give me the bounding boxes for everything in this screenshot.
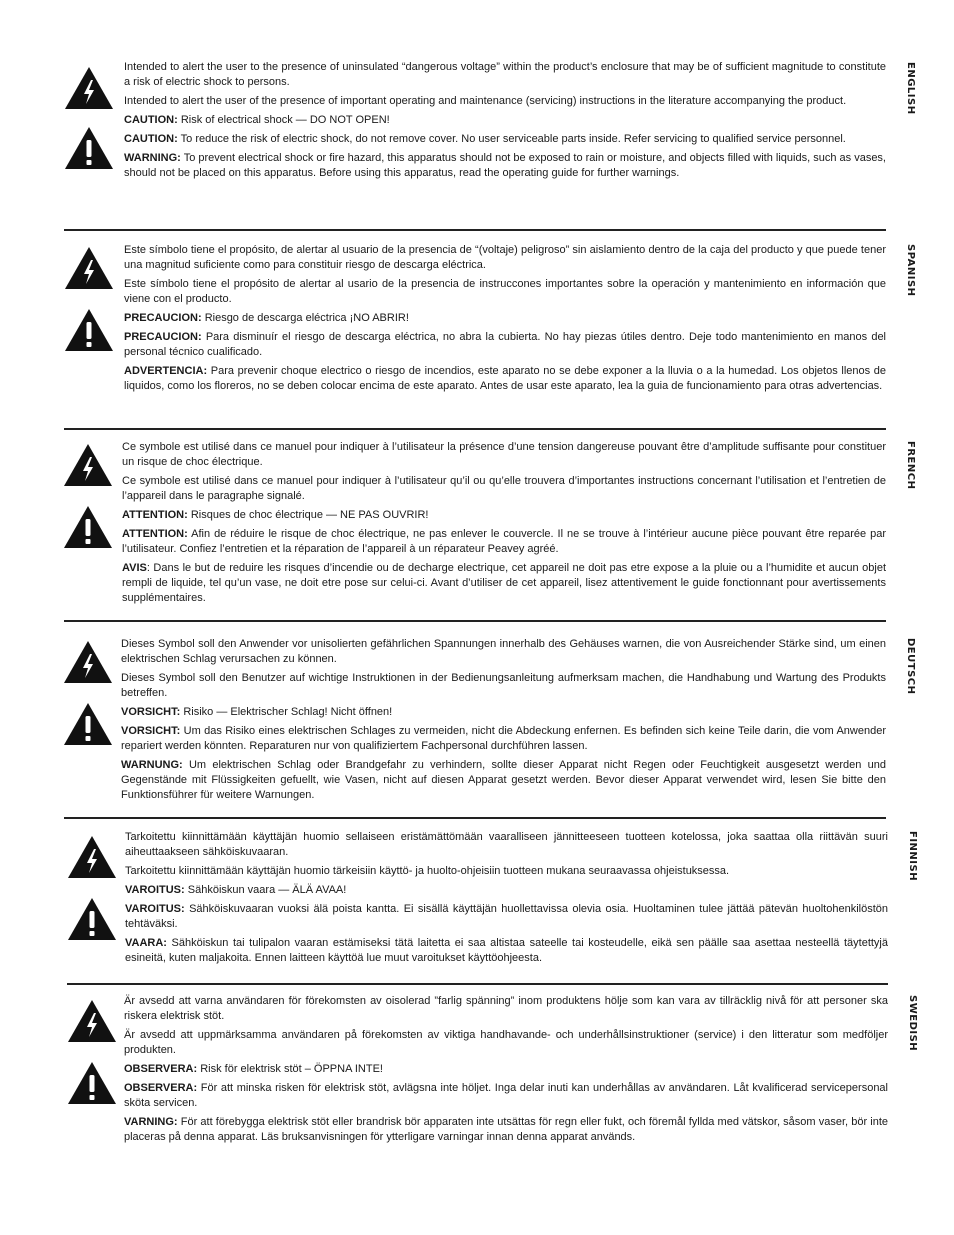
body: Sähköiskun tai tulipalon vaaran estämiseksi tätä laitetta ei saa altistaa sateelle tai kosteudelle, eikä sen päälle saa asettaa nesteellä täytettyjä esineitä, kuten maljakoita. Ennen laitteen käyttöä lue muut varoitukset käyttöohjeesta. <box>125 937 888 964</box>
exclamation-warning-icon <box>64 126 114 170</box>
section-divider <box>67 983 888 985</box>
label: PRECAUCION: <box>124 312 202 324</box>
paragraph <box>122 527 886 557</box>
paragraph <box>124 1081 888 1111</box>
body: För att förebygga elektrisk stöt eller brandrisk bör apparaten inte utsättas för regn eller fukt, och föremål fyllda med vätskor, såsom vaser, bör inte placeras på denna apparat. Läs bruksanvisningen för ytterligare varningar innan denna apparat används. <box>124 1116 889 1143</box>
warning-text <box>121 637 886 807</box>
warning-text <box>124 243 886 398</box>
lightning-warning-icon <box>64 246 114 290</box>
paragraph <box>124 113 886 128</box>
paragraph: Dieses Symbol soll den Anwender vor unisolierten gefährlichen Spannungen innerhalb des Gehäuses warnen, die von Ausreichender Stärke sind, um einen elektrischen Schlag verursachen zu können. <box>121 638 886 665</box>
body: Risk of electrical shock — DO NOT OPEN! <box>180 114 390 126</box>
label: ATTENTION: <box>122 528 188 540</box>
language-label: DEUTSCH <box>905 638 916 695</box>
paragraph: Este símbolo tiene el propósito, de alertar al usuario de la presencia de “(voltaje) peligroso” sin aislamiento dentro de la caja del producto y que puede tener una magnitud suficiente como para constituir riesgo de descarga eléctrica. <box>124 244 886 271</box>
paragraph <box>125 936 888 966</box>
label: VAROITUS: <box>125 884 185 896</box>
body: To prevent electrical shock or fire hazard, this apparatus should not be exposed to rain or moisture, and objects filled with liquids, such as vases, should not be placed on this apparatus. Before using this apparatus, read the operating guide for further warnings. <box>124 152 886 179</box>
paragraph: Är avsedd att varna användaren för förekomsten av oisolerad ”farlig spänning” inom produktens hölje som kan vara av tillräcklig nivå för att personer ska riskera elektrisk stöt. <box>124 995 888 1022</box>
language-label: FINNISH <box>907 831 918 882</box>
language-label: ENGLISH <box>905 62 916 115</box>
label: VAROITUS: <box>125 903 185 915</box>
paragraph <box>122 508 886 523</box>
paragraph: Intended to alert the user to the presence of uninsulated “dangerous voltage” within the product’s enclosure that may be of sufficient magnitude to constitute a risk of electric shock to persons. <box>124 61 886 88</box>
lightning-warning-icon <box>64 66 114 110</box>
body: Sähköiskuvaaran vuoksi älä poista kantta. Ei sisällä käyttäjän huollettavissa olevia osia. Huoltaminen tulee jättää pätevän huoltohenkilöstön tehtäväksi. <box>125 903 888 930</box>
paragraph: Este símbolo tiene el propósito de alertar al usario de la presencia de instruccones importantes sobre la operación y mantenimiento en información que viene con el producto. <box>124 278 886 305</box>
label: CAUTION: <box>124 114 178 126</box>
body: Um das Risiko eines elektrischen Schlages zu vermeiden, nicht die Abdeckung enfernen. Es befinden sich keine Teile darin, die vom Anwender repariert werden könnten. Reparaturen nur von qualifiziertem Fachpersonal durchführen lassen. <box>121 725 887 752</box>
paragraph <box>121 724 886 754</box>
paragraph <box>124 311 886 326</box>
body: Afin de réduire le risque de choc électrique, ne pas enlever le couvercle. Il ne se trouve à l’intérieur aucune pièce pouvant être reparée par l’utilisateur. Confiez l’entretien et la réparation de l’appareil à un réparateur Peavey agréé. <box>122 528 887 555</box>
paragraph: Dieses Symbol soll den Benutzer auf wichtige Instruktionen in der Bedienungsanleitung aufmerksam machen, die Handhabung und Wartung des Produkts betreffen. <box>121 672 886 699</box>
label: PRECAUCION: <box>124 331 202 343</box>
paragraph <box>124 1062 888 1077</box>
paragraph <box>124 151 886 181</box>
warning-text <box>125 830 888 970</box>
section-divider <box>64 817 886 819</box>
body: To reduce the risk of electric shock, do not remove cover. No user serviceable parts inside. Refer servicing to qualified service personnel. <box>180 133 846 145</box>
paragraph <box>125 902 888 932</box>
body: Para disminuír el riesgo de descarga eléctrica, no abra la cubierta. No hay piezas útiles dentro. Deje todo mantenimiento en manos del personal técnico cualificado. <box>124 331 887 358</box>
section-divider <box>64 428 886 430</box>
body: : Dans le but de reduire les risques d’incendie ou de decharge electrique, cet appareil ne doit pas etre expose a la pluie ou a l’humidite et aucun objet rempli de liquide, tel qu’un vase, ne doit etre pose sur celui-ci. Avant d’utiliser de cet appareil, lisez attentivement le guide fonctionnant pour avertissements supplémentaires. <box>122 562 886 604</box>
body: Risiko — Elektrischer Schlag! Nicht öffnen! <box>183 706 393 718</box>
label: VORSICHT: <box>121 706 181 718</box>
body: Um elektrischen Schlag oder Brandgefahr zu verhindern, sollte dieser Apparat nicht Regen oder Feuchtigkeit ausgesetzt werden und Gegenstände mit Flüssigkeiten gefuellt, wie Vasen, nicht auf diesen Apparat gesetzt werden. Bevor dieser Apparat verwendet wird, lesen Sie bitte den Funktionsführer für weitere Warnungen. <box>121 759 886 801</box>
label: OBSERVERA: <box>124 1082 198 1094</box>
label: WARNUNG: <box>121 759 183 771</box>
exclamation-warning-icon <box>67 897 117 941</box>
lightning-warning-icon <box>63 640 113 684</box>
label: OBSERVERA: <box>124 1063 198 1075</box>
paragraph <box>124 1115 888 1145</box>
body: För att minska risken för elektrisk stöt, avlägsna inte höljet. Inga delar inuti kan underhållas av användaren. Låt kvalificerad servicepersonal sköta servicen. <box>124 1082 888 1109</box>
label: CAUTION: <box>124 133 178 145</box>
paragraph: Är avsedd att uppmärksamma användaren på förekomsten av viktiga handhavande- och underhållsinstruktioner (service) i den litteratur som medföljer produkten. <box>124 1029 888 1056</box>
label: AVIS <box>122 562 147 574</box>
warning-text <box>124 60 886 185</box>
warning-text <box>124 994 888 1149</box>
body: Riesgo de descarga eléctrica ¡NO ABRIR! <box>204 312 409 324</box>
paragraph: Tarkoitettu kiinnittämään käyttäjän huomio sellaiseen eristämättömään vaaralliseen jännitteeseen tuotteen kotelossa, joka saattaa olla riittävän suuri aiheuttaakseen sähköiskuvaaran. <box>125 831 888 858</box>
label: ATTENTION: <box>122 509 188 521</box>
paragraph <box>124 132 886 147</box>
paragraph <box>125 883 888 898</box>
paragraph <box>122 561 886 606</box>
body: Para prevenir choque electrico o riesgo de incendios, este aparato no se debe exponer a la lluvia o a la humedad. Los objetos llenos de liquidos, como los floreros, no se deben colocar encima de este aparato. Antes de usar este aparato, lea la guia de funcionamiento para otras advertencias. <box>124 365 886 392</box>
lightning-warning-icon <box>63 443 113 487</box>
label: ADVERTENCIA: <box>124 365 208 377</box>
body: Risk för elektrisk stöt – ÖPPNA INTE! <box>200 1063 383 1075</box>
language-label: FRENCH <box>905 441 916 490</box>
lightning-warning-icon <box>67 999 117 1043</box>
paragraph <box>121 705 886 720</box>
section-divider <box>64 620 886 622</box>
label: VAARA: <box>125 937 167 949</box>
exclamation-warning-icon <box>64 308 114 352</box>
warning-text <box>122 440 886 610</box>
paragraph <box>121 758 886 803</box>
label: WARNING: <box>124 152 181 164</box>
paragraph: Intended to alert the user of the presence of important operating and maintenance (servicing) instructions in the literature accompanying the product. <box>124 95 847 107</box>
label: VORSICHT: <box>121 725 181 737</box>
exclamation-warning-icon <box>63 702 113 746</box>
paragraph: Tarkoitettu kiinnittämään käyttäjän huomio tärkeisiin käyttö- ja huolto-ohjeisiin tuotteen mukana seuraavassa ohjeistuksessa. <box>125 865 730 877</box>
paragraph <box>124 364 886 394</box>
exclamation-warning-icon <box>67 1061 117 1105</box>
language-label: SPANISH <box>905 244 916 297</box>
exclamation-warning-icon <box>63 505 113 549</box>
body: Sähköiskun vaara — ÄLÄ AVAA! <box>187 884 347 896</box>
language-label: SWEDISH <box>907 995 918 1052</box>
label: VARNING: <box>124 1116 178 1128</box>
paragraph <box>124 330 886 360</box>
section-divider <box>64 229 886 231</box>
lightning-warning-icon <box>67 835 117 879</box>
paragraph: Ce symbole est utilisé dans ce manuel pour indiquer à l’utilisateur la présence d’une tension dangereuse pouvant être d’amplitude suffisante pour constituer un risque de choc électrique. <box>122 441 886 468</box>
paragraph: Ce symbole est utilisé dans ce manuel pour indiquer à l’utilisateur qu’il ou qu’elle trouvera d’importantes instructions concernant l’utilisation et l’entretien de l’appareil dans le paragraphe signalé. <box>122 475 886 502</box>
body: Risques de choc électrique — NE PAS OUVRIR! <box>190 509 429 521</box>
